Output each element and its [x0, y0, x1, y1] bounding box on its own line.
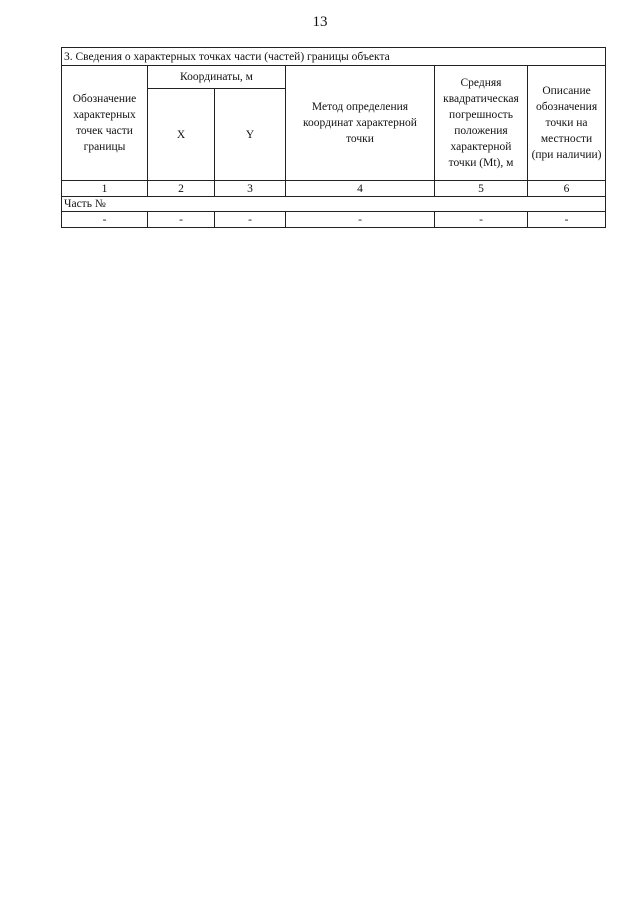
table-cell: - — [528, 212, 606, 228]
table-cell: - — [286, 212, 435, 228]
column-number: 2 — [148, 181, 215, 197]
header-coordinates: Координаты, м — [148, 66, 286, 89]
column-number: 3 — [215, 181, 286, 197]
column-number: 5 — [435, 181, 528, 197]
header-method: Метод определения координат характерной точки — [286, 66, 435, 181]
table-row — [62, 212, 606, 228]
column-number: 6 — [528, 181, 606, 197]
table-cell: - — [435, 212, 528, 228]
header-x: X — [148, 89, 215, 181]
header-error: Средняя квадратическая погрешность положения характерной точки (Mt), м — [435, 66, 528, 181]
column-number: 1 — [62, 181, 148, 197]
header-designation: Обозначение характерных точек части границы — [62, 66, 148, 181]
table-title: 3. Сведения о характерных точках части (частей) границы объекта — [62, 48, 606, 66]
table-cell: - — [148, 212, 215, 228]
characteristic-points-table — [61, 47, 606, 228]
part-label: Часть № — [62, 197, 606, 212]
column-number-row — [62, 181, 606, 197]
column-number: 4 — [286, 181, 435, 197]
header-description: Описание обозначения точки на местности (при наличии) — [528, 66, 606, 181]
table-cell: - — [62, 212, 148, 228]
header-y: Y — [215, 89, 286, 181]
table-cell: - — [215, 212, 286, 228]
page-number: 13 — [312, 14, 328, 30]
